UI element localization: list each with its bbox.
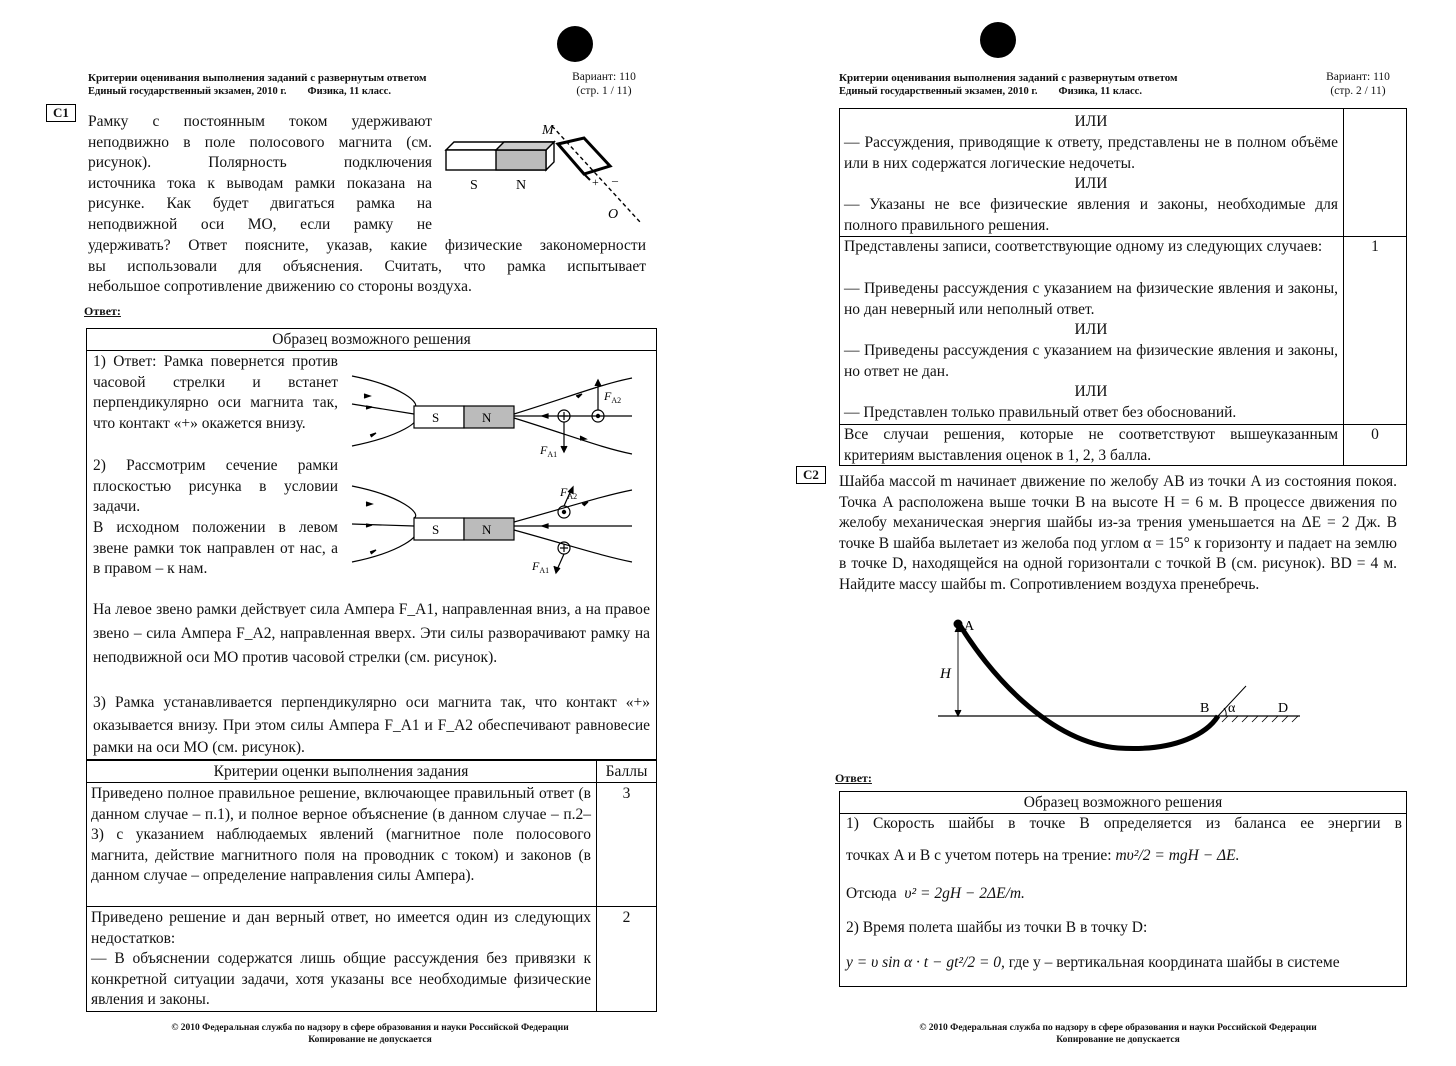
- header-subject: Физика, 11 класс.: [1058, 86, 1142, 97]
- fig2-label-s-bottom: S: [432, 522, 440, 537]
- fig-label-m: M: [542, 123, 554, 138]
- solution-p3: В исходном положении в левом звене рамки ток направлен от нас, а в правом – к нам.: [93, 519, 338, 578]
- variant-label: Вариант: 110: [572, 71, 636, 83]
- solution-p2: 2) Рассмотрим сечение рамки плоскостью рисунка в условии задачи.: [93, 457, 338, 516]
- or-separator: ИЛИ: [1074, 113, 1108, 130]
- solution-p5: 3) Рамка устанавливается перпендикулярно оси магнита так, что контакт «+» оказывается внизу. При этом силы Ампера F_A1 и F_A2 обеспечивают равновесие рамки на оси MO (см. рисунок).: [93, 694, 650, 756]
- criteria-row-2: Приведено решение и дан верный ответ, но имеется один из следующих недостатков:: [91, 909, 591, 947]
- criteria-row-2-detail: — В объяснении содержатся лишь общие рассуждения без привязки к конкретной ситуации задачи, хотя указаны все необходимые физические явления и законы.: [91, 950, 591, 1009]
- task-text: Шайба массой m начинает движение по желобу AB из точки A из состояния покоя. Точка A расположена выше точки B на высоте H = 6 м. В процессе движения по желобу механическая энергия шайбы из-за трения уменьшается на ΔE = 2 Дж. В точке B шайба вылетает из желоба под углом α = 15° к горизонту и падает на землю в точке D, находящейся на одной горизонтали с точкой B (см. рисунок). BD = 4 м. Найдите массу шайбы m. Сопротивлением воздуха пренебречь.: [839, 473, 1397, 593]
- solution-title: Образец возможного решения: [272, 331, 471, 348]
- page-footer: © 2010 Федеральная служба по надзору в сфере образования и науки Российской Федерации Копирование не допускается: [919, 1023, 1317, 1045]
- solution-p4: На левое звено рамки действует сила Ампера F_A1, направленная вниз, а на правое звено – сила Ампера F_A2, направленная вверх. Эти силы разворачивают рамку на неподвижной оси MO против часовой стрелки (см. рисунок).: [93, 601, 650, 666]
- header-title: Критерии оценивания выполнения заданий с развернутым ответом: [88, 72, 427, 84]
- header-exam: Единый государственный экзамен, 2010 г.: [88, 86, 287, 97]
- page-header: [839, 71, 1178, 99]
- fa2-bottom: $F_{A2}$: [560, 485, 578, 501]
- task-label: C2: [796, 466, 826, 484]
- solution-line-3: Отсюда υ² = 2gH − 2ΔE/m.: [846, 885, 1025, 902]
- fig-label-minus: –: [612, 173, 618, 187]
- fa1-top: $F_{A1}$: [540, 443, 558, 459]
- criteria-r3-points: 0: [1371, 426, 1379, 443]
- or-separator: ИЛИ: [1074, 175, 1108, 192]
- page-right: [728, 0, 1456, 1066]
- header-subject: Физика, 11 класс.: [307, 86, 391, 97]
- solution-line-4: 2) Время полета шайбы из точки B в точку D:: [846, 919, 1148, 936]
- fa2-top: $F_{A2}$: [604, 389, 622, 405]
- solution-line-5: y = υ sin α · t − gt²/2 = 0, где y – вертикальная координата шайбы в системе: [846, 954, 1340, 971]
- fig-label-s: S: [470, 178, 478, 193]
- variant-label: Вариант: 110: [1326, 71, 1390, 83]
- criteria-row-3: Приведено полное правильное решение, включающее правильный ответ (в данном случае – п.1), и полное верное объяснение (в данном случае – п.2–3) с указанием наблюдаемых явлений (магнитное поле полосового магнита, действие магнитного поля на проводник с током) и законов (в данном случае – определение направления силы Ампера).: [91, 785, 591, 885]
- fig2-label-s-top: S: [432, 410, 440, 425]
- solution-line-1: 1) Скорость шайбы в точке B определяется из баланса ее энергии в: [846, 815, 1402, 832]
- chute-figure: [928, 612, 1308, 762]
- fig2-label-n-top: N: [482, 410, 492, 425]
- or-separator: ИЛИ: [1074, 321, 1108, 338]
- fig-label-h: H: [940, 666, 951, 682]
- header-exam: Единый государственный экзамен, 2010 г.: [839, 86, 1038, 97]
- variant-info: [1318, 70, 1398, 98]
- solution-line-2: точках A и B с учетом потерь на трение: mυ²/2 = mgH − ΔE.: [846, 847, 1240, 864]
- criteria-r3: Все случаи решения, которые не соответствуют вышеуказанным критериям выставления оценок в 1, 2, 3 балла.: [844, 426, 1338, 464]
- page-number: (стр. 2 / 11): [1330, 85, 1386, 97]
- criteria-r1-b: — Указаны не все физические явления и законы, необходимые для полного правильного решения.: [844, 196, 1338, 234]
- or-separator: ИЛИ: [1074, 383, 1108, 400]
- fig-label-d: D: [1278, 701, 1289, 716]
- solution-p1: 1) Ответ: Рамка повернется против часовой стрелки и встанет перпендикулярно оси магнита так, что контакт «+» окажется внизу.: [93, 353, 338, 432]
- page-footer: © 2010 Федеральная служба по надзору в сфере образования и науки Российской Федерации Копирование не допускается: [171, 1023, 569, 1045]
- task-text-narrow: Рамку с постоянным током удерживают неподвижно в поле полосового магнита (см. рисунок). Полярность подключения источника тока к выводам рамки показана на рисунке. Как будет двигаться рамка на неподвижной оси MO, если рамку не: [88, 113, 432, 233]
- page-header: [88, 71, 427, 99]
- header-title: Критерии оценивания выполнения заданий с развернутым ответом: [839, 72, 1178, 84]
- criteria-r2-a: — Приведены рассуждения с указанием на физические явления и законы, но дан неверный или неполный ответ.: [844, 280, 1338, 318]
- points-header: Баллы: [605, 763, 648, 780]
- fig-label-n: N: [516, 178, 527, 193]
- criteria-r1-a: — Рассуждения, приводящие к ответу, представлены не в полном объёме или в них содержатся логические недочеты.: [844, 134, 1338, 172]
- fig-label-o: O: [608, 207, 619, 222]
- magnet-n-pole: [496, 150, 546, 170]
- fig-label-b: B: [1200, 701, 1210, 716]
- formula-velocity: υ² = 2gH − 2ΔE/m.: [904, 885, 1025, 902]
- criteria-row-2-points: 2: [622, 909, 631, 926]
- ampere-force-figure: [342, 356, 642, 586]
- fig-label-alpha: α: [1228, 701, 1236, 716]
- formula-energy: mυ²/2 = mgH − ΔE.: [1115, 847, 1240, 864]
- criteria-r2-intro: Представлены записи, соответствующие одному из следующих случаев:: [844, 238, 1323, 255]
- fig-label-a: A: [964, 619, 975, 634]
- fig2-label-n-bottom: N: [482, 522, 492, 537]
- punch-hole: [980, 22, 1016, 58]
- task-text-wide: удерживать? Ответ поясните, указав, какие физические закономерности вы использовали для объяснения. Считать, что рамка испытывает небольшое сопротивление движению со стороны воздуха.: [88, 237, 646, 296]
- magnet-frame-figure: [440, 118, 650, 228]
- formula-time: y = υ sin α · t − gt²/2 = 0,: [846, 954, 1005, 971]
- solution-title: Образец возможного решения: [1023, 794, 1223, 811]
- answer-label: Ответ:: [84, 304, 121, 318]
- criteria-r2-c: — Представлен только правильный ответ без обоснований.: [844, 404, 1237, 421]
- criteria-header: Критерии оценки выполнения задания: [213, 763, 469, 780]
- page-number: (стр. 1 / 11): [576, 85, 632, 97]
- punch-hole: [557, 26, 593, 62]
- fa1-bottom: $F_{A1}$: [532, 559, 550, 575]
- variant-info: [564, 70, 644, 98]
- answer-label: Ответ:: [835, 771, 872, 785]
- criteria-r2-b: — Приведены рассуждения с указанием на физические явления и законы, но ответ не дан.: [844, 342, 1338, 380]
- criteria-row-3-points: 3: [622, 785, 631, 802]
- criteria-r2-points: 1: [1371, 238, 1379, 255]
- task-label: C1: [46, 104, 76, 122]
- fig-label-plus: +: [592, 175, 599, 189]
